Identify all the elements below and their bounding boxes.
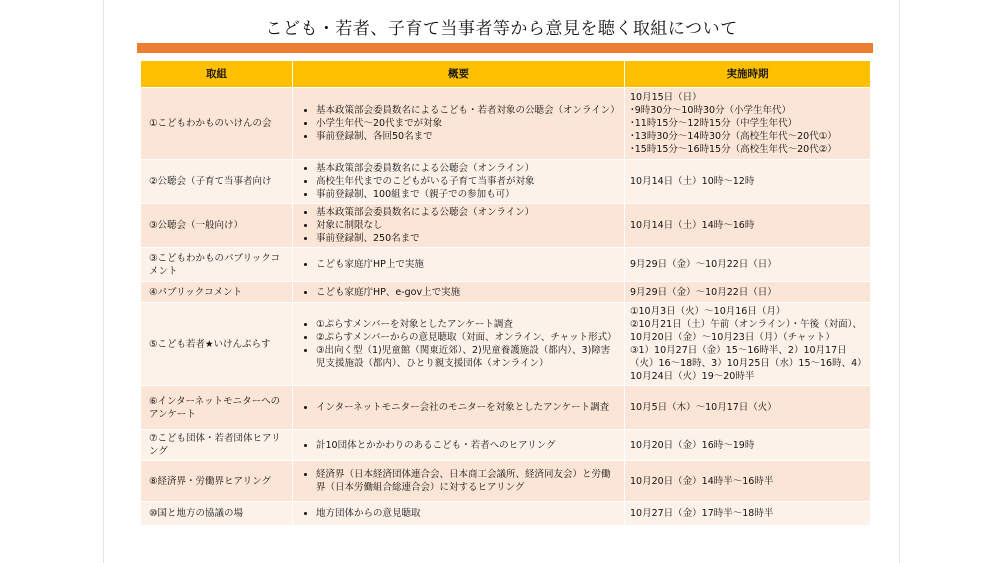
overview-cell bbox=[293, 502, 625, 526]
period-line: ③1）10月27日（金）15〜16時半、2）10月17日（火）16〜18時、3）10月25日（水）15〜16時、4）10月24日（火）19〜20時半 bbox=[630, 345, 862, 382]
period-cell bbox=[625, 204, 871, 248]
table-row bbox=[141, 248, 871, 282]
initiative-name: ④パブリックコメント bbox=[141, 282, 293, 303]
period-cell bbox=[625, 160, 871, 204]
overview-bullet: • こども家庭庁HP上で実施 bbox=[316, 258, 619, 271]
overview-bullet: • 基本政策部会委員数名による公聴会（オンライン） bbox=[316, 162, 619, 175]
overview-list bbox=[298, 468, 619, 494]
overview-bullet: • 事前登録制、100組まで（親子での参加も可） bbox=[316, 188, 619, 201]
period-line: 10月14日（土）14時〜16時 bbox=[630, 220, 755, 231]
period-line: 9月29日（金）〜10月22日（日） bbox=[630, 286, 777, 298]
slide bbox=[103, 0, 900, 563]
overview-list bbox=[298, 206, 619, 245]
header-initiative: 取組 bbox=[141, 61, 293, 88]
overview-list bbox=[298, 258, 619, 271]
table-row bbox=[141, 430, 871, 461]
period-line: ①10月3日（火）〜10月16日（月） bbox=[630, 306, 786, 317]
table-row bbox=[141, 461, 871, 502]
initiative-name: ⑧経済界・労働界ヒアリング bbox=[141, 461, 293, 502]
period-line: ②10月21日（土）午前（オンライン）・午後（対面）、10月20日（金）〜10月23日（月）（チャット） bbox=[630, 319, 862, 343]
table-row bbox=[141, 160, 871, 204]
overview-cell bbox=[293, 303, 625, 386]
period-line: 9月29日（金）〜10月22日（日） bbox=[630, 259, 777, 270]
table-row bbox=[141, 88, 871, 160]
overview-cell bbox=[293, 160, 625, 204]
overview-cell bbox=[293, 386, 625, 430]
overview-cell bbox=[293, 248, 625, 282]
period-cell bbox=[625, 386, 871, 430]
initiative-name: ⑤こども若者★いけんぷらす bbox=[141, 303, 293, 386]
period-line: ･13時30分〜14時30分（高校生年代〜20代①） bbox=[630, 131, 837, 142]
overview-bullet: • 高校生年代までのこどもがいる子育て当事者が対象 bbox=[316, 175, 619, 188]
period-line: 10月15日（日） bbox=[630, 92, 702, 103]
initiative-name: ⑩国と地方の協議の場 bbox=[141, 502, 293, 526]
period-cell bbox=[625, 282, 871, 303]
overview-list bbox=[298, 286, 619, 299]
initiative-name: ③公聴会（一般向け） bbox=[141, 204, 293, 248]
overview-bullet: • 事前登録制、250名まで bbox=[316, 232, 619, 245]
overview-bullet: • 基本政策部会委員数名によるこども・若者対象の公聴会（オンライン） bbox=[316, 104, 619, 117]
initiative-name: ⑦こども団体・若者団体ヒアリング bbox=[141, 430, 293, 461]
initiative-name: ⑥インターネットモニターへの アンケート bbox=[141, 386, 293, 430]
header-period: 実施時期 bbox=[625, 61, 871, 88]
overview-cell bbox=[293, 88, 625, 160]
overview-bullet: • インターネットモニター会社のモニターを対象としたアンケート調査 bbox=[316, 401, 619, 414]
period-line: 10月5日（木）〜10月17日（火） bbox=[630, 402, 777, 413]
overview-bullet: • 事前登録制、各回50名まで bbox=[316, 130, 619, 143]
initiative-name: ③こどもわかものパブリックコメント bbox=[141, 248, 293, 282]
period-line: ･11時15分〜12時15分（中学生年代） bbox=[630, 118, 798, 129]
overview-list bbox=[298, 439, 619, 452]
overview-bullet: • 基本政策部会委員数名による公聴会（オンライン） bbox=[316, 206, 619, 219]
table-header-row bbox=[141, 61, 871, 88]
period-line: 10月27日（金）17時半〜18時半 bbox=[630, 508, 774, 519]
initiative-name: ①こどもわかものいけんの会 bbox=[141, 88, 293, 160]
overview-bullet: • ②ぷらすメンバーからの意見聴取（対面、オンライン、チャット形式） bbox=[316, 331, 619, 344]
period-line: ･15時15分〜16時15分（高校生年代〜20代②） bbox=[630, 144, 837, 155]
initiative-name: ②公聴会（子育て当事者向け bbox=[141, 160, 293, 204]
overview-bullet: • 経済界（日本経済団体連合会、日本商工会議所、経済同友会）と労働界（日本労働組合総連合会）に対するヒアリング bbox=[316, 468, 619, 494]
period-cell bbox=[625, 502, 871, 526]
overview-cell bbox=[293, 430, 625, 461]
overview-list bbox=[298, 162, 619, 201]
period-cell bbox=[625, 303, 871, 386]
accent-bar bbox=[137, 43, 873, 53]
overview-list bbox=[298, 318, 619, 370]
overview-bullet: • 対象に制限なし bbox=[316, 219, 619, 232]
header-overview: 概要 bbox=[293, 61, 625, 88]
overview-cell bbox=[293, 204, 625, 248]
overview-cell bbox=[293, 461, 625, 502]
table-row bbox=[141, 282, 871, 303]
initiatives-table bbox=[140, 60, 871, 526]
overview-bullet: • ③出向く型（1)児童館（関東近郊）、2)児童養護施設（都内）、3)障害児支援施設（都内）、ひとり親支援団体（オンライン） bbox=[316, 344, 619, 370]
overview-list bbox=[298, 104, 619, 143]
overview-list bbox=[298, 507, 619, 520]
overview-bullet: • 地方団体からの意見聴取 bbox=[316, 507, 619, 520]
period-cell bbox=[625, 461, 871, 502]
overview-bullet: • 計10団体とかかわりのあるこども・若者へのヒアリング bbox=[316, 439, 619, 452]
overview-bullet: • ①ぷらすメンバーを対象としたアンケート調査 bbox=[316, 318, 619, 331]
period-cell bbox=[625, 430, 871, 461]
period-line: 10月14日（土）10時〜12時 bbox=[630, 176, 755, 187]
period-line: 10月20日（金）16時〜19時 bbox=[630, 439, 755, 451]
period-line: 10月20日（金）14時半〜16時半 bbox=[630, 475, 774, 487]
overview-list bbox=[298, 401, 619, 414]
page-title: こども・若者、子育て当事者等から意見を聴く取組について bbox=[265, 19, 738, 39]
table-row bbox=[141, 386, 871, 430]
overview-bullet: • 小学生年代〜20代までが対象 bbox=[316, 117, 619, 130]
table-row bbox=[141, 204, 871, 248]
table-row bbox=[141, 502, 871, 526]
period-cell bbox=[625, 248, 871, 282]
period-cell bbox=[625, 88, 871, 160]
table-row bbox=[141, 303, 871, 386]
overview-cell bbox=[293, 282, 625, 303]
period-line: ･9時30分〜10時30分（小学生年代） bbox=[630, 105, 792, 116]
overview-bullet: • こども家庭庁HP、e-gov上で実施 bbox=[316, 286, 619, 299]
